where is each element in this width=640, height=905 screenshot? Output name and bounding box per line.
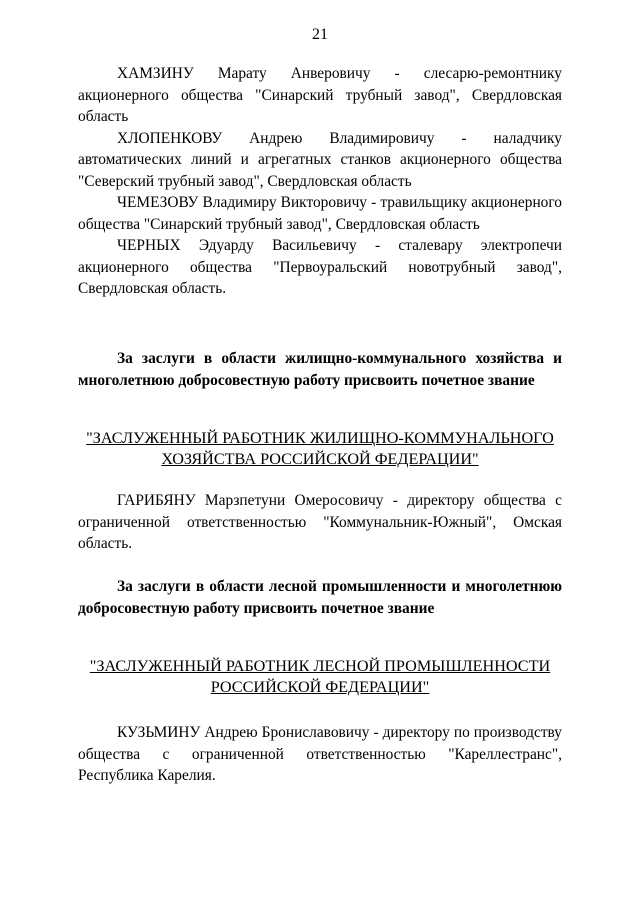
honorary-title-line: РОССИЙСКОЙ ФЕДЕРАЦИИ" (210, 678, 430, 696)
page-number: 21 (312, 26, 328, 43)
award-entry: КУЗЬМИНУ Андрею Брониславовичу - директору по производству общества с ограниченной ответственностью "Кареллестранс", Республика Карелия. (78, 724, 562, 784)
award-entry: ХЛОПЕНКОВУ Андрею Владимировичу - наладчику автоматических линий и агрегатных станков акционерного общества "Северский трубный завод", Свердловская область (78, 129, 562, 190)
honorary-title-line: ХОЗЯЙСТВА РОССИЙСКОЙ ФЕДЕРАЦИИ" (161, 450, 479, 468)
award-entry: ГАРИБЯНУ Марзпетуни Омеросовичу - директору общества с ограниченной ответственностью "Коммунальник-Южный", Омская область. (78, 492, 562, 552)
award-entry-forestry (78, 722, 562, 787)
decree-text: За заслуги в области жилищно-коммунального хозяйства и многолетнюю добросовестную работу присвоить почетное звание (78, 350, 562, 389)
decree-forestry (78, 576, 562, 619)
decree-housing-utilities (78, 348, 562, 391)
honorary-title-line: "ЗАСЛУЖЕННЫЙ РАБОТНИК ЛЕСНОЙ ПРОМЫШЛЕННОСТИ (89, 657, 551, 675)
honorary-title-line: "ЗАСЛУЖЕННЫЙ РАБОТНИК ЖИЛИЩНО-КОММУНАЛЬНОГО (86, 429, 554, 447)
award-entry: ХАМЗИНУ Марату Анверовичу - слесарю-ремонтнику акционерного общества "Синарский трубный завод", Свердловская область (78, 65, 562, 125)
decree-text: За заслуги в области лесной промышленности и многолетнюю добросовестную работу присвоить почетное звание (78, 578, 562, 617)
honorary-title-housing (78, 428, 562, 470)
honorary-title-forestry (78, 656, 562, 698)
award-entry-housing (78, 490, 562, 555)
award-list-top (78, 63, 562, 300)
award-entry: ЧЕРНЫХ Эдуарду Васильевичу - сталевару электропечи акционерного общества "Первоуральский новотрубный завод", Свердловская область. (78, 237, 562, 297)
award-entry: ЧЕМЕЗОВУ Владимиру Викторовичу - травильщику акционерного общества "Синарский трубный завод", Свердловская область (78, 194, 562, 233)
